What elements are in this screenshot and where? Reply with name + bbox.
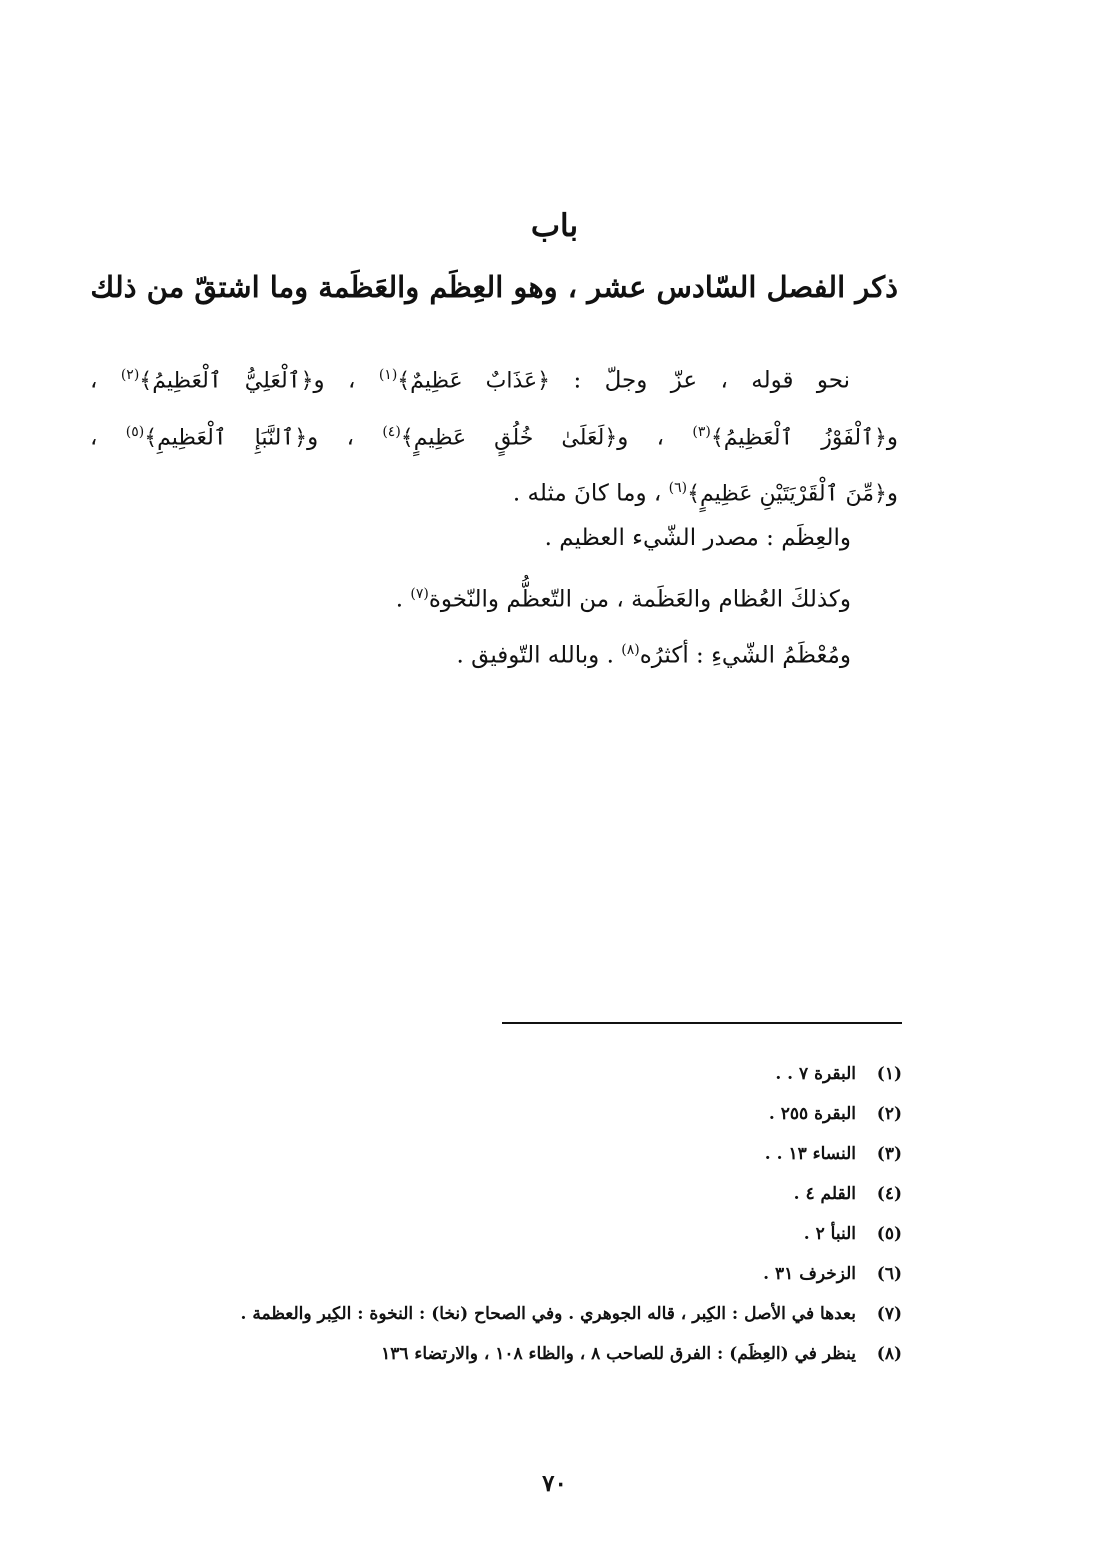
footnote-number: (٥) (876, 1224, 902, 1244)
footnote (96, 1138, 902, 1170)
footnote-text: ينظر في (العِظَم) : الفرق للصاحب ٨ ، والظاء ١٠٨ ، والارتضاء ١٣٦ (381, 1344, 856, 1364)
definition-3-tail: . وبالله التّوفيق . (456, 642, 622, 669)
footnote (96, 1298, 902, 1330)
footnote-number: (٣) (876, 1144, 902, 1164)
footnote-marker-4: (٤) (382, 423, 401, 440)
intro-line-2 (90, 407, 898, 464)
footnote-marker-5: (٥) (125, 423, 145, 440)
quran-quote-6: ﴿مِّنَ ٱلْقَرْيَتَيْنِ عَظِيمٍ﴾ (687, 481, 887, 507)
intro-separator-4: ، و (307, 424, 354, 451)
footnote-text: القلم ٤ . (793, 1184, 856, 1204)
footnote-marker-1: (١) (378, 367, 398, 383)
definitions (251, 510, 851, 678)
footnote (96, 1098, 902, 1130)
intro-line-2-lead: و (886, 424, 899, 451)
intro-line-3-tail: ، وما كانَ مثله . (512, 480, 662, 507)
intro-line-3-lead: و (886, 480, 898, 507)
footnote-marker-8: (٨) (621, 642, 640, 658)
footnote (96, 1258, 902, 1290)
intro-separator-1: ، و (313, 367, 356, 394)
footnote-number: (١) (876, 1064, 902, 1084)
definition-2 (251, 566, 851, 622)
footnote-marker-7: (٧) (410, 586, 429, 602)
footnote-number: (٤) (876, 1184, 902, 1204)
footnote-number: (٦) (876, 1264, 902, 1284)
definition-2-tail: . (395, 586, 411, 613)
footnote-text: النساء ١٣ . . (764, 1144, 856, 1164)
footnote-number: (٧) (876, 1304, 902, 1324)
quran-quote-3: ﴿ٱلْفَوْزُ ٱلْعَظِيمُ﴾ (710, 425, 887, 451)
footnote (96, 1058, 902, 1090)
footnote-marker-3: (٣) (692, 423, 711, 440)
footnote-text: النبأ ٢ . (803, 1224, 856, 1244)
quran-quote-1: ﴿عَذَابٌ عَظِيمٌ﴾ (397, 368, 551, 394)
definition-1: والعِظَم : مصدر الشّيء العظيم . (544, 525, 851, 551)
footnote-text: الزخرف ٣١ . (763, 1264, 856, 1284)
intro-line-1-tail: ، (90, 367, 98, 394)
definition-2-text: وكذلكَ العُظام والعَظَمة ، من التّعظُّم والنّخوة (428, 586, 851, 613)
footnote-divider (502, 1022, 902, 1024)
chapter-heading: ذكر الفصل السّادس عشر ، وهو العِظَم والعَظَمة وما اشتقّ من ذلك (90, 270, 898, 304)
intro-line-1 (90, 350, 898, 407)
definition-3 (251, 622, 851, 678)
chapter-label: باب (530, 208, 579, 244)
footnote-text: بعدها في الأصل : الكِبر ، قاله الجوهري . وفي الصحاح (نخا) : النخوة : الكِبر والعظمة . (240, 1304, 856, 1324)
footnote (96, 1338, 902, 1370)
footnote-number: (٨) (876, 1344, 902, 1364)
intro-paragraph (90, 350, 898, 520)
intro-line-2-tail: ، (90, 424, 98, 451)
footnote-number: (٢) (876, 1104, 902, 1124)
footnotes (96, 1058, 902, 1378)
quran-quote-5: ﴿ٱلنَّبَإِ ٱلْعَظِيمِ﴾ (144, 425, 308, 451)
footnote-marker-2: (٢) (120, 367, 140, 383)
page-number: ٧٠ (542, 1470, 567, 1497)
footnote-marker-6: (٦) (668, 480, 688, 497)
quran-quote-2: ﴿ٱلْعَلِيُّ ٱلْعَظِيمُ﴾ (139, 368, 314, 394)
footnote (96, 1178, 902, 1210)
footnote-text: البقرة ٢٥٥ . (768, 1104, 856, 1124)
quran-quote-4: ﴿لَعَلَىٰ خُلُقٍ عَظِيمٍ﴾ (400, 425, 618, 451)
footnote-text: البقرة ٧ . . (775, 1064, 856, 1084)
definition-3-text: ومُعْظَمُ الشّيءِ : أكثرُه (639, 642, 851, 669)
intro-separator-3: ، و (617, 424, 665, 451)
intro-line-1-lead: نحو قوله ، عزّ وجلّ : (573, 367, 851, 394)
footnote (96, 1218, 902, 1250)
